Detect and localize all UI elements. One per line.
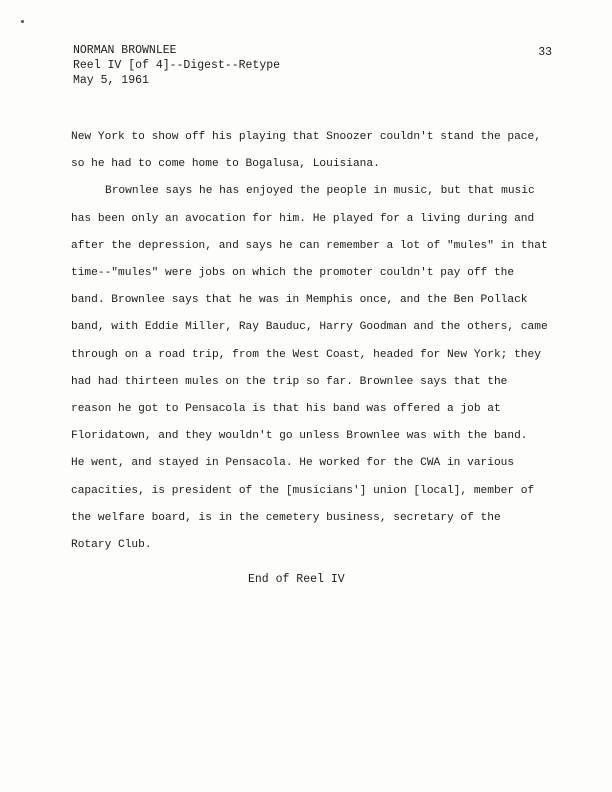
text-line: capacities, is president of the [musicians'] union [local], member of [71, 484, 535, 497]
interviewee-name: NORMAN BROWNLEE [73, 44, 177, 57]
text-line: band, with Eddie Miller, Ray Bauduc, Harry Goodman and the others, came [71, 321, 548, 334]
text-line: so he had to come home to Bogalusa, Louisiana. [71, 158, 380, 171]
text-line: had had thirteen mules on the trip so far. Brownlee says that the [71, 375, 508, 388]
text-line: the welfare board, is in the cemetery business, secretary of the [71, 511, 501, 524]
text-line: band. Brownlee says that he was in Memphis once, and the Ben Pollack [71, 294, 528, 307]
text-line: Rotary Club. [71, 539, 152, 552]
end-of-reel-label: End of Reel IV [248, 573, 345, 586]
interview-date: May 5, 1961 [73, 74, 149, 87]
text-line: after the depression, and says he can remember a lot of "mules" in that [71, 239, 548, 252]
reel-info: Reel IV [of 4]--Digest--Retype [73, 59, 281, 72]
document-header [73, 43, 280, 88]
text-line: time--"mules" were jobs on which the promoter couldn't pay off the [71, 267, 515, 280]
text-line: New York to show off his playing that Snoozer couldn't stand the pace, [71, 131, 541, 143]
scan-speck [21, 20, 24, 23]
text-line: has been only an avocation for him. He played for a living during and [71, 212, 535, 225]
page-number: 33 [538, 46, 552, 59]
text-line: Floridatown, and they wouldn't go unless Brownlee was with the band. [71, 430, 528, 443]
document-body [71, 124, 583, 559]
text-line: through on a road trip, from the West Coast, headed for New York; they [71, 348, 541, 361]
text-line: Brownlee says he has enjoyed the people in music, but that music [105, 185, 535, 198]
text-line: He went, and stayed in Pensacola. He worked for the CWA in various [71, 457, 515, 470]
text-line: reason he got to Pensacola is that his band was offered a job at [71, 403, 501, 416]
